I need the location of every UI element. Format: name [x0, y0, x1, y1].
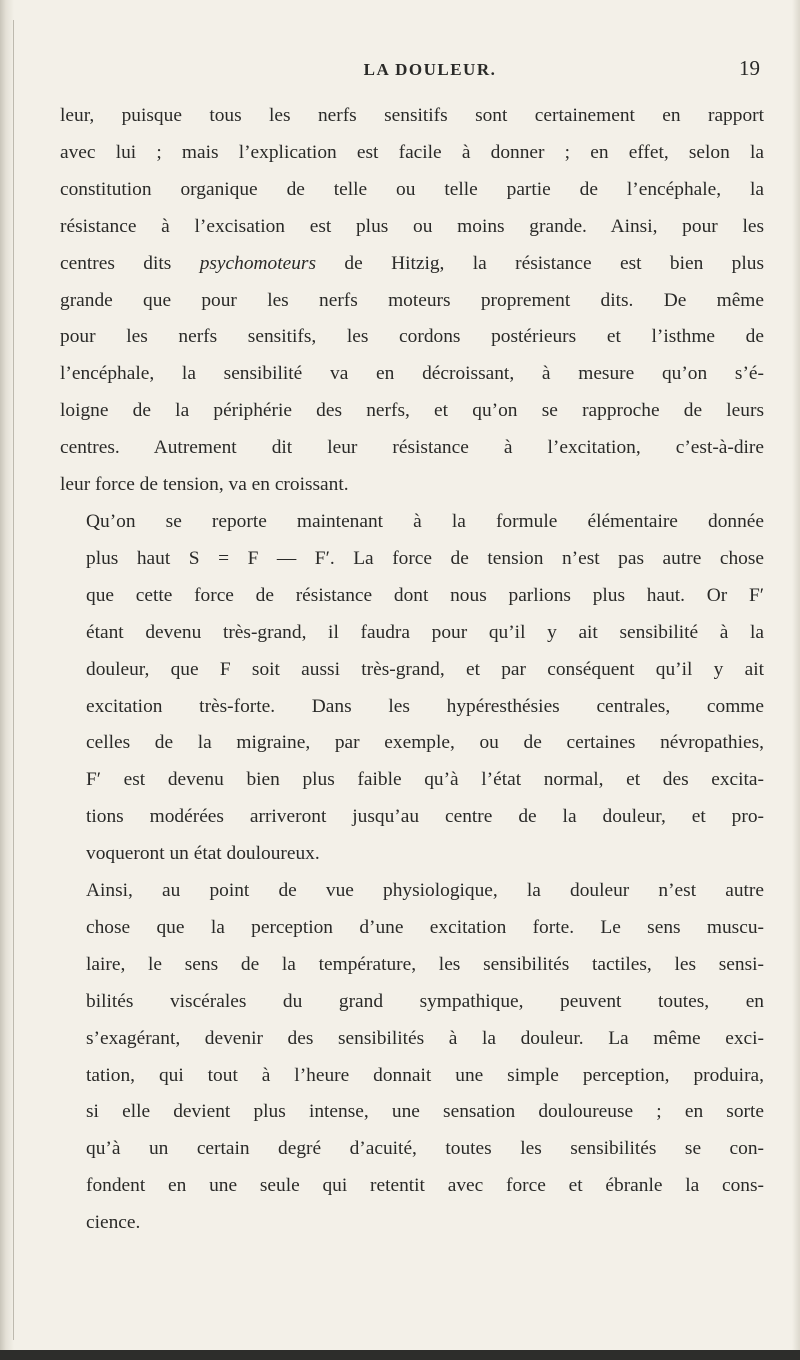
text-line: voqueront un état douloureux.	[86, 843, 320, 865]
page-number: 19	[739, 56, 760, 80]
text-line: s’exagérant, devenir des sensibilités à la douleur. La même exci-	[86, 1027, 764, 1049]
text-line: qu’à un certain degré d’acuité, toutes les sensibilités se con-	[86, 1138, 764, 1160]
paragraph	[60, 504, 764, 873]
text-line: plus haut S = F — F′. La force de tension n’est pas autre chose	[86, 547, 764, 569]
text-line: tation, qui tout à l’heure donnait une simple perception, produira,	[86, 1064, 764, 1086]
text-line: si elle devient plus intense, une sensation douloureuse ; en sorte	[86, 1101, 764, 1123]
text-line: laire, le sens de la température, les sensibilités tactiles, les sensi-	[86, 953, 764, 975]
text-line: douleur, que F soit aussi très-grand, et par conséquent qu’il y ait	[86, 658, 764, 680]
paragraph	[60, 873, 764, 1242]
body-text	[60, 98, 764, 1242]
text-line: Qu’on se reporte maintenant à la formule élémentaire donnée	[86, 510, 764, 532]
italic-term: psychomoteurs	[199, 252, 317, 274]
text-line: Ainsi, au point de vue physiologique, la douleur n’est autre	[86, 880, 764, 902]
text-line: centres. Autrement dit leur résistance à l’excitation, c’est-à-dire	[60, 437, 764, 459]
paragraph	[60, 98, 764, 504]
page-header	[100, 56, 760, 90]
text-line: cience.	[86, 1212, 141, 1234]
text-line: que cette force de résistance dont nous parlions plus haut. Or F′	[86, 584, 764, 606]
text-line: l’encéphale, la sensibilité va en décroissant, à mesure qu’on s’é-	[60, 363, 764, 385]
text-line: F′ est devenu bien plus faible qu’à l’état normal, et des excita-	[86, 769, 764, 791]
page-edge-line	[13, 20, 14, 1340]
text-line: grande que pour les nerfs moteurs proprement dits. De même	[60, 289, 764, 311]
text-line: loigne de la périphérie des nerfs, et qu’on se rapproche de leurs	[60, 400, 764, 422]
text-line: bilités viscérales du grand sympathique, peuvent toutes, en	[86, 990, 764, 1012]
text-line: avec lui ; mais l’explication est facile à donner ; en effet, selon la	[60, 141, 764, 163]
text-line: leur force de tension, va en croissant.	[60, 474, 349, 496]
scan-bottom-edge	[0, 1350, 800, 1360]
text-line: leur, puisque tous les nerfs sensitifs sont certainement en rapport	[60, 105, 764, 126]
text-line: chose que la perception d’une excitation forte. Le sens muscu-	[86, 916, 764, 938]
text-line: étant devenu très-grand, il faudra pour qu’il y ait sensibilité à la	[86, 621, 764, 643]
text-line: tions modérées arriveront jusqu’au centre de la douleur, et pro-	[86, 806, 764, 828]
page-binding-edge	[0, 0, 14, 1360]
text-line: constitution organique de telle ou telle partie de l’encéphale, la	[60, 178, 764, 200]
page-right-shadow	[792, 0, 800, 1360]
text-line: centres dits psychomoteurs de Hitzig, la résistance est bien plus	[60, 252, 764, 274]
text-line: excitation très-forte. Dans les hypéresthésies centrales, comme	[86, 695, 764, 717]
text-line: fondent en une seule qui retentit avec force et ébranle la cons-	[86, 1175, 764, 1197]
text-line: celles de la migraine, par exemple, ou de certaines névropathies,	[86, 732, 764, 754]
running-title: LA DOULEUR.	[363, 60, 497, 79]
text-line: résistance à l’excisation est plus ou moins grande. Ainsi, pour les	[60, 215, 764, 237]
text-line: pour les nerfs sensitifs, les cordons postérieurs et l’isthme de	[60, 326, 764, 348]
